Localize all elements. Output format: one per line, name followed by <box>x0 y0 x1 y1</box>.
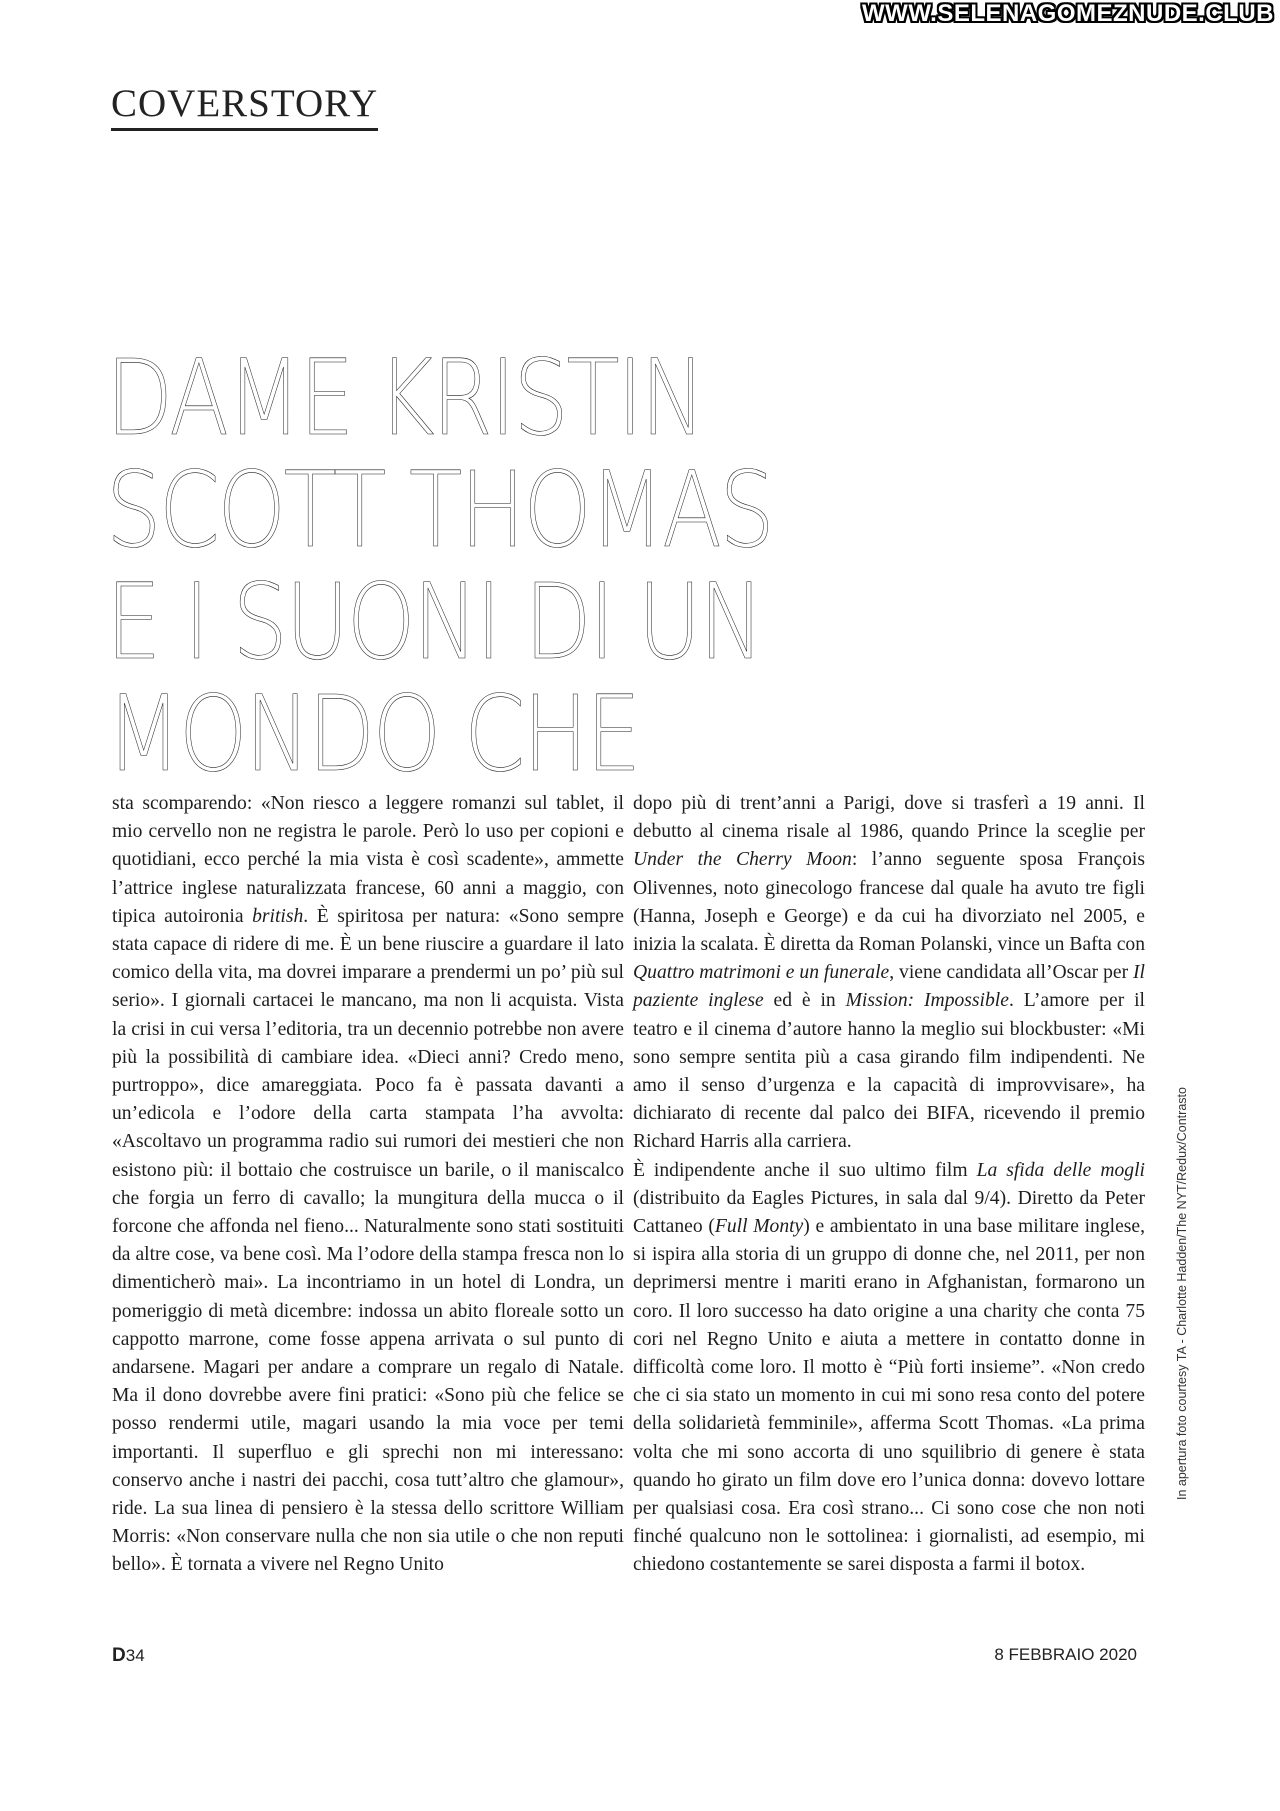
text-run: dopo più di trent’anni a Parigi, dove si trasferì a 19 anni. Il debutto al cinema risale al 1986, quando Prince la sceglie per <box>633 793 1145 843</box>
italic-run: Mission: Impossible <box>845 990 1009 1012</box>
text-run: (distribuito da Eagles Pictures, in sala dal 9/4). Diretto da Peter Cattaneo ( <box>633 1187 1145 1238</box>
text-run: ) e ambientato in una base militare inglese, si ispira alla storia di un gruppo di donne che, nel 2011, per non deprimersi mentre i mariti erano in Afghanistan, formarono un coro. Il loro successo ha dato origine a una charity che conta 75 cori nel Regno Unito e aiuta a mettere in contatto donne in difficoltà come loro. Il motto è “Più forti insieme”. «Non credo che ci sia stato un momento in cui mi sono resa conto del potere della solidarietà femminile», afferma Scott Thomas. «La prima volta che mi sono accorta di uno squilibrio di genere è stata quando ho girato un film dove ero l’unica donna: dovevo lottare per qualsiasi cosa. Era così strano... Ci sono cose che non noti finché qualcuno non le sottolinea: i giornalisti, ad esempio, mi chiedono costantemente se sarei disposta a farmi il botox. <box>633 1216 1146 1576</box>
text-run: , viene candidata all’Oscar per <box>889 962 1134 984</box>
headline-line-3: E I SUONI DI UN <box>106 561 762 683</box>
text-run: È indipendente anche il suo ultimo film <box>633 1159 977 1181</box>
left-paragraph <box>112 790 624 1580</box>
issue-date: 8 FEBBRAIO 2020 <box>994 1645 1137 1664</box>
folio-letter: D <box>112 1645 126 1666</box>
page-folio <box>112 1645 145 1667</box>
headline-line-4: MONDO CHE <box>106 673 639 795</box>
watermark-text: WWW.SELENAGOMEZNUDE.CLUB <box>862 0 1274 27</box>
text-run: sta scomparendo: «Non riesco a leggere romanzi sul tablet, il mio cervello non ne registra le parole. Però lo uso per copioni e quotidiani, ecco perché la mia vista è così scadente», ammette l’attrice inglese naturalizzata francese, 60 anni a maggio, con tipica autoironia <box>112 793 624 927</box>
section-label: COVERSTORY <box>111 84 378 131</box>
right-paragraph-1 <box>633 790 1145 1157</box>
headline-line-1: DAME KRISTIN <box>106 337 704 459</box>
right-paragraph-2 <box>633 1157 1145 1580</box>
italic-run: La sfida delle mogli <box>976 1159 1145 1181</box>
article-column-right <box>633 790 1145 1580</box>
italic-run: Full Monty <box>714 1216 804 1238</box>
headline-line-2: SCOTT THOMAS <box>106 449 773 571</box>
photo-credit: In apertura foto courtesy TA - Charlotte Hadden/The NYT/Redux/Contrasto <box>1175 1087 1189 1500</box>
italic-run: Il paziente inglese <box>633 962 1145 1012</box>
italic-run: Under the Cherry Moon <box>633 849 852 871</box>
text-run: . L’amore per il teatro e il cinema d’autore hanno la meglio sui blockbuster: «Mi sono sempre sentita più a casa girando film indipendenti. Ne amo il senso d’urgenza e la capacità di improvvisare», ha dichiarato di recente dal palco dei BIFA, ricevendo il premio Richard Harris alla carriera. <box>633 990 1145 1153</box>
text-run: ed è in <box>763 990 846 1012</box>
article-column-left <box>112 790 624 1580</box>
italic-run: Quattro matrimoni e un funerale <box>633 962 890 984</box>
text-run: : l’anno seguente sposa François Olivennes, noto ginecologo francese dal quale ha avuto tre figli (Hanna, Joseph e George) e da cui ha divorziato nel 2005, e inizia la scalata. È diretta da Roman Polanski, vince un Bafta con <box>633 849 1145 956</box>
page-number: 34 <box>125 1646 145 1665</box>
headline <box>106 337 946 795</box>
text-run: . È spiritosa per natura: «Sono sempre stata capace di ridere di me. È un bene riuscire a guardare il lato comico della vita, ma dovrei imparare a prendermi un po’ più sul serio». I giornali cartacei le mancano, ma non li acquista. Vista la crisi in cui versa l’editoria, tra un decennio potrebbe non avere più la possibilità di cambiare idea. «Dieci anni? Credo meno, purtroppo», dice amareggiata. Poco fa è passata davanti a un’edicola e l’odore della carta stampata l’ha avvolta: «Ascoltavo un programma radio sui rumori dei mestieri che non esistono più: il bottaio che costruisce un barile, o il maniscalco che forgia un ferro di cavallo; la mungitura della mucca o il forcone che affonda nel fieno... Naturalmente sono stati sostituiti da altre cose, va bene così. Ma l’odore della stampa fresca non lo dimenticherò mai». La incontriamo in un hotel di Londra, un pomeriggio di metà dicembre: indossa un abito floreale sotto un cappotto marrone, come fosse appena arrivata o sul punto di andarsene. Magari per andare a comprare un regalo di Natale. Ma il dono dovrebbe avere fini pratici: «Sono più che felice se posso rendermi utile, magari usando la mia voce per temi importanti. Il superfluo e gli sprechi non mi interessano: conservo anche i nastri dei pacchi, cosa tutt’altro che glamour», ride. La sua linea di pensiero è la stessa dello scrittore William Morris: «Non conservare nulla che non sia utile o che non reputi bello». È tornata a vivere nel Regno Unito <box>112 905 624 1576</box>
italic-run: british <box>252 905 304 927</box>
